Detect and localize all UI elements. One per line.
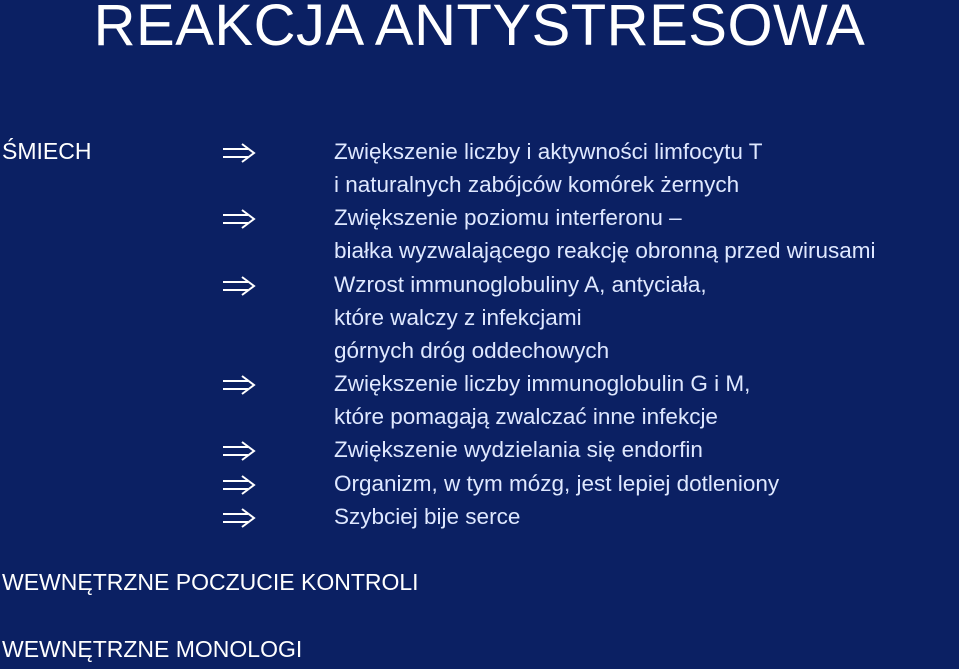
implies-arrow-icon [222, 440, 256, 462]
list-item-line: białka wyzwalającego reakcję obronną przed wirusami [334, 238, 876, 263]
section-label-monologi: WEWNĘTRZNE MONOLOGI [2, 636, 303, 662]
list-item-line: Zwiększenie poziomu interferonu – [334, 205, 682, 230]
list-item-line: Organizm, w tym mózg, jest lepiej dotleniony [334, 471, 780, 496]
implies-arrow-icon [222, 142, 256, 164]
list-item-line: Zwiększenie liczby i aktywności limfocytu T [334, 139, 763, 164]
list-item-line: Wzrost immunoglobuliny A, antyciała, [334, 272, 707, 297]
list-item-line: które walczy z infekcjami [334, 305, 582, 330]
implies-arrow-icon [222, 474, 256, 496]
list-item-line: które pomagają zwalczać inne infekcje [334, 404, 718, 429]
list-item-line: Zwiększenie liczby immunoglobulin G i M, [334, 371, 751, 396]
section-label-kontrola: WEWNĘTRZNE POCZUCIE KONTROLI [2, 569, 419, 595]
slide-title: REAKCJA ANTYSTRESOWA [93, 0, 866, 58]
implies-arrow-icon [222, 507, 256, 529]
list-item-line: górnych dróg oddechowych [334, 338, 610, 363]
list-item-line: Szybciej bije serce [334, 504, 521, 529]
implies-arrow-icon [222, 275, 256, 297]
section-label-smiech: ŚMIECH [2, 138, 92, 164]
implies-arrow-icon [222, 208, 256, 230]
list-item-line: Zwiększenie wydzielania się endorfin [334, 437, 703, 462]
implies-arrow-icon [222, 374, 256, 396]
list-item-line: i naturalnych zabójców komórek żernych [334, 172, 740, 197]
